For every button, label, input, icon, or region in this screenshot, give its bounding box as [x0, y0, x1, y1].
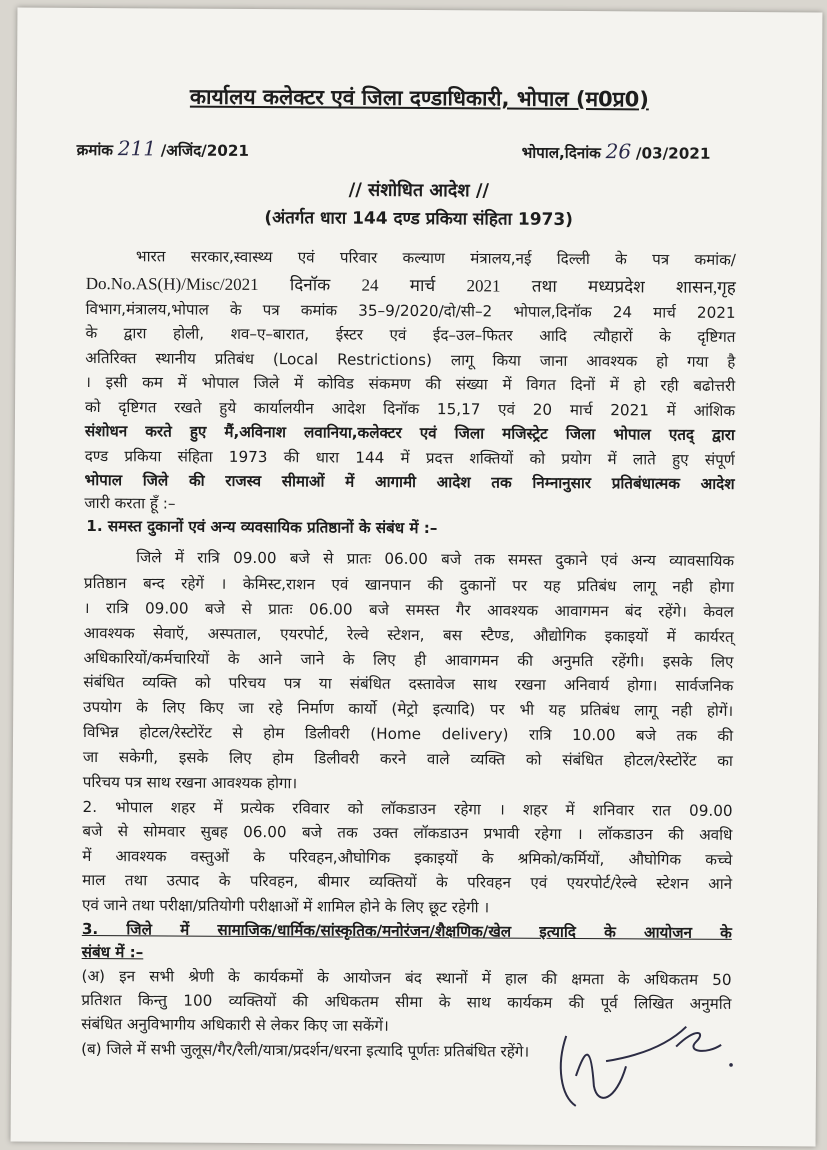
section-1-line: जिले में रात्रि 09.00 बजे से प्रातः 06.00 बजे तक समस्त दुकाने एवं अन्य व्यावसायिक [136, 548, 735, 570]
order-title: // संशोधित आदेश // [348, 179, 490, 202]
intro-line: Do.No.AS(H)/Misc/2021 दिनॉक 24 मार्च 2021 तथा मध्यप्रदेश शासन,गृह [85, 273, 736, 297]
date-suffix: /03/2021 [635, 144, 711, 163]
section-1-line: उपयोग के लिए किए जा रहे निर्माण कार्यो (मेट्रो इत्यादि) पर भी यह प्रतिबंध लागू नही होगें। [83, 697, 734, 720]
intro-line: विभाग,मंत्रालय,भोपाल के पत्र कमांक 35–9/2020/दो/सी–2 भोपाल,दिनॉक 24 मार्च 2021 [85, 299, 736, 322]
order-subtitle: (अंतर्गत धारा 144 दण्ड प्रकिया संहिता 1973) [264, 208, 574, 230]
ref-suffix: /अजिंद/2021 [160, 141, 250, 160]
section-2-line: 2. भोपाल शहर में प्रत्येक रविवार को लॉकडाउन रहेगा । शहर में शनिवार रात 09.00 [82, 797, 733, 820]
reference-number [77, 138, 250, 161]
section-1-line: परिचय पत्र साथ रखना आवश्यक होगा। [82, 772, 298, 793]
section-1-line: अधिकारियों/कर्मचारियों के आने जाने के लिए ही आवागमन की अनुमति रहेंगी। इसके लिए [83, 648, 734, 671]
section-1-line: । रात्रि 09.00 बजे से प्रातः 06.00 बजे समस्त गैर आवश्यक आवागमन बंद रहेंगे। केवल [83, 598, 734, 621]
intro-line: को दृष्टिगत रखते हुये कार्यालयीन आदेश दिनॉक 15,17 एवं 20 मार्च 2021 में आंशिक [84, 397, 736, 420]
intro-line: के द्वारा होली, शव–ए–बारात, ईस्टर एवं ईद–उल–फितर आदि त्यौहारों के दृष्टिगत [85, 323, 736, 346]
intro-line: संशोधन करते हुए मैं,अविनाश लवानिया,कलेक्टर एवं जिला मजिस्ट्रेट जिला भोपाल एतद् द्वारा [84, 421, 735, 444]
section-1-line: आवश्यक सेवाऍ, अस्पताल, एयरपोर्ट, रेल्वे स्टेशन, बस स्टैण्ड, औद्योगिक इकाइयों में कार्यरत् [83, 623, 734, 646]
handwritten-signature [546, 1006, 747, 1117]
document-page [11, 8, 823, 1147]
intro-line: भारत सरकार,स्वास्थ्य एवं परिवार कल्याण मंत्रालय,नई दिल्ली के पत्र कमांक/ [135, 247, 736, 269]
section-2-line: एवं जाने तथा परीक्षा/प्रतियोगी परीक्षाओं में शामिल होने के लिए छूट रहेगी । [81, 895, 490, 917]
intro-line: अतिरिक्त स्थानीय प्रतिबंध (Local Restrictions) लागू किया जाना आवश्यक हो गया है [85, 348, 736, 371]
section-3-heading: संबंध में :– [81, 942, 144, 962]
ref-number-handwritten: 211 [117, 136, 157, 161]
intro-line: भोपाल जिले की राजस्व सीमाओं में आगामी आदेश तक निम्नानुसार प्रतिबंधात्मक आदेश [84, 470, 735, 493]
section-3-line: प्रतिशत किन्तु 100 व्यक्तियों की अधिकतम सीमा के साथ कार्यकम की पूर्व लिखित अनुमति [81, 990, 732, 1013]
section-3-line: (ब) जिले में सभी जुलूस/गैर/रैली/यात्रा/प्रदर्शन/धरना इत्यादि पूर्णतः प्रतिबंधित रहेंगे। [81, 1039, 530, 1061]
date-prefix: भोपाल,दिनांक [521, 143, 601, 163]
section-3-heading: 3. जिले में सामाजिक/धार्मिक/सांस्कृतिक/मनोरंजन/शैक्षणिक/खेल इत्यादि के आयोजन के [81, 919, 732, 942]
intro-line: । इसी कम में भोपाल जिले में कोविड संकमण की संख्या में विगत दिनों में हो रही बढोत्तरी [85, 372, 736, 395]
section-1-line: संबंधित व्यक्ति को परिचय पत्र या संबंधित दस्तावेज साथ रखना अनिवार्य होगा। सार्वजनिक [83, 672, 734, 695]
section-1-heading: 1. समस्त दुकानों एवं अन्य व्यवसायिक प्रतिष्ठानों के संबंध में :– [86, 516, 438, 538]
intro-line: जारी करता हूँ :– [84, 493, 176, 513]
section-1-line: प्रतिष्ठान बन्द रहेगें । केमिस्ट,राशन एवं खानपान की दुकानों पर यह प्रतिबंध लागू नही होगा [83, 573, 735, 596]
section-1-line: विभिन्न होटल/रेस्टोरेंट से होम डिलीवरी (Home delivery) रात्रि 10.00 बजे तक की [82, 722, 734, 745]
section-3-line: संबंधित अनुविभागीय अधिकारी से लेकर किए जा सकेंगें। [81, 1014, 389, 1035]
ref-prefix: क्रमांक [76, 140, 114, 160]
section-2-line: में आवश्यक वस्तुओं के परिवहन,औघोगिक इकाइयों के श्रमिको/कर्मियों, औघोगिक कच्चे [82, 846, 733, 869]
section-2-line: बजे से सोमवार सुबह 06.00 बजे तक उक्त लॉकडाउन प्रभावी रहेगा । लॉकडाउन की अवधि [82, 821, 733, 844]
intro-line: दण्ड प्रकिया संहिता 1973 की धारा 144 में प्रदत्त शक्तियों को प्रयोग में लाते हुए संपूर्ण [84, 446, 735, 469]
office-title: कार्यालय कलेक्टर एवं जिला दण्डाधिकारी, भोपाल (म0प्र0) [189, 84, 649, 112]
date-day-handwritten: 26 [605, 139, 632, 164]
issue-date [522, 141, 711, 164]
section-3-line: (अ) इन सभी श्रेणी के कार्यकमों के आयोजन बंद स्थानों में हाल की क्षमता के अधिकतम 50 [81, 966, 732, 989]
section-1-line: जा सकेगी, इसके लिए होम डिलीवरी करने वाले व्यक्ति को संबंधित होटल/रेस्टोरेंट का [82, 747, 733, 770]
section-2-line: माल तथा उत्पाद के परिवहन, बीमार व्यक्तियों के परिवहन एवं एयरपोर्ट/रेल्वे स्टेशन आने [82, 870, 733, 893]
